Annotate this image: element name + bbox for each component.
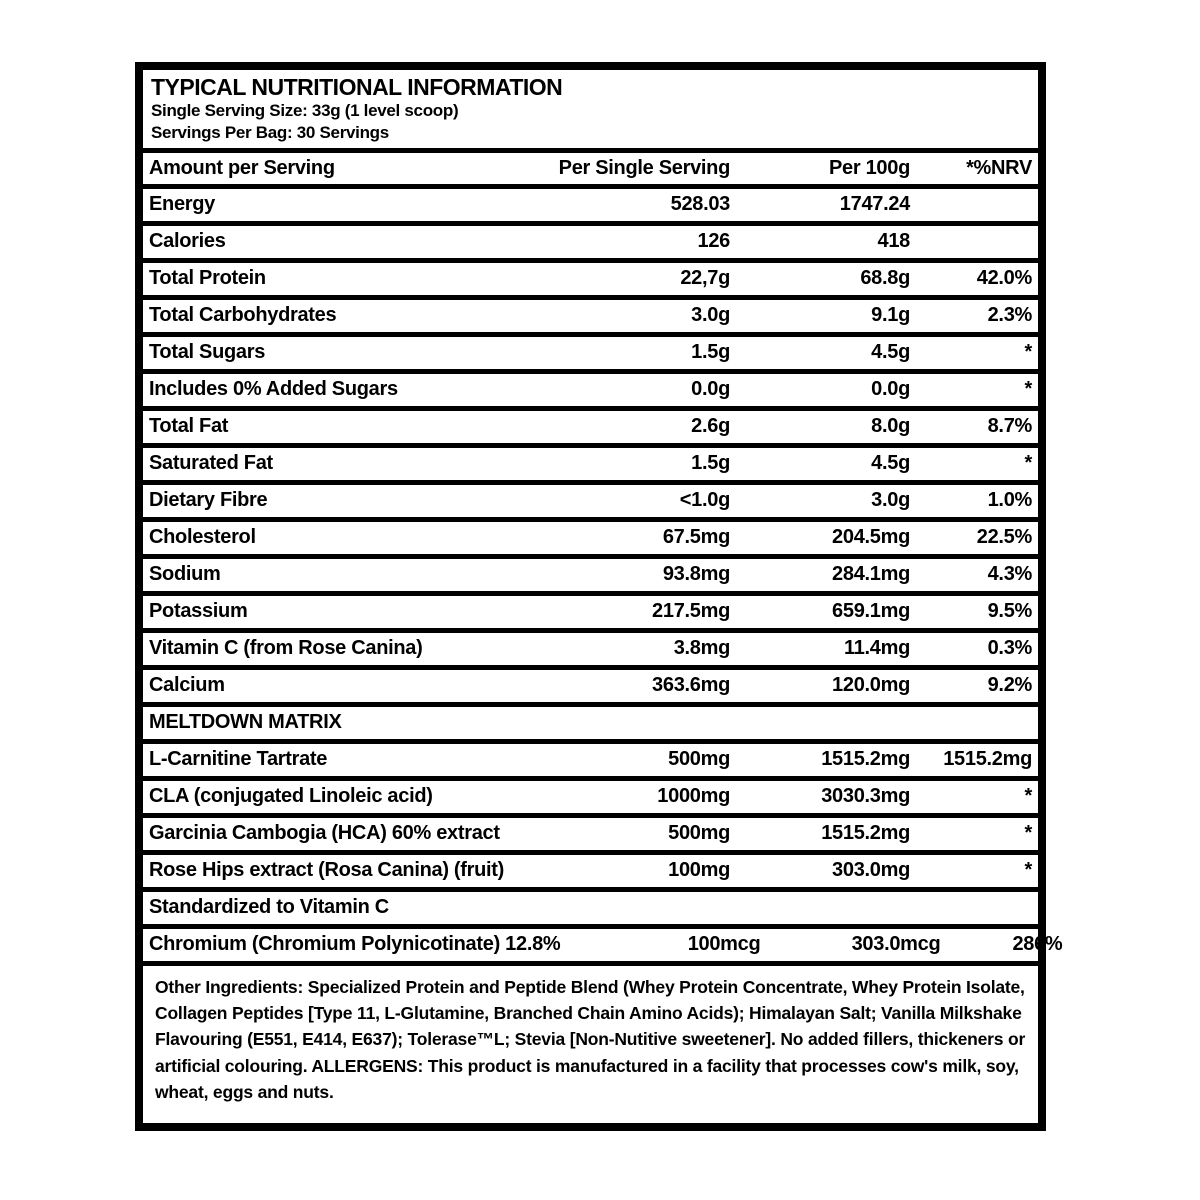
table-row [143,596,1038,628]
row-per-100g: 11.4mg [843,637,910,660]
table-row [143,374,1038,406]
row-per-serving: 500mg [668,822,730,845]
table-row [143,707,1038,739]
row-per-serving: 2.6g [691,415,730,438]
row-label: Vitamin C (from Rose Canina) [149,637,423,660]
other-ingredients-text: Other Ingredients: Specialized Protein and Peptide Blend (Whey Protein Concentrate, Whey Protein Isolate, Collagen Peptides [Type 11, L-Glutamine, Branched Chain Amino Acids); Himalayan Salt; Vanilla Milkshake Flavouring (E551, E414, E637); Tolerase™L; Stevia [Non-Nutitive sweetener]. No added fillers, thickeners or artificial colouring. ALLERGENS: This product is manufactured in a facility that processes cow's milk, soy, wheat, eggs and nuts. [155,976,1026,1102]
row-nrv: 9.5% [987,600,1032,623]
row-per-serving: 22,7g [680,267,730,290]
row-per-100g: 8.0g [871,415,910,438]
table-row [143,226,1038,258]
servings-per-bag-text: Servings Per Bag: 30 Servings [151,122,389,142]
column-header-nrv: *%NRV [966,156,1032,179]
row-nrv: 22.5% [976,526,1032,549]
table-row [143,855,1038,887]
table-row [143,189,1038,221]
row-per-serving: 3.0g [691,304,730,327]
row-label: Garcinia Cambogia (HCA) 60% extract [149,822,500,845]
row-label: Total Fat [149,415,229,438]
table-row [143,559,1038,591]
table-row [143,448,1038,480]
row-per-serving: 126 [697,230,730,253]
row-per-100g: 204.5mg [832,526,910,549]
nutrition-label [135,62,1063,1131]
row-per-100g: 4.5g [871,341,910,364]
row-nrv: * [1024,859,1032,882]
row-nrv: * [1024,341,1032,364]
row-per-100g: 418 [877,230,910,253]
row-per-serving: 3.8mg [673,637,730,660]
table-row [143,744,1038,776]
row-per-serving: 1.5g [691,452,730,475]
row-per-100g: 3.0g [871,489,910,512]
table-row [143,670,1038,702]
row-per-serving: 1000mg [657,785,730,808]
row-label: Chromium (Chromium Polynicotinate) 12.8% [149,933,561,956]
row-per-100g: 1515.2mg [821,748,910,771]
row-per-serving: 67.5mg [662,526,730,549]
table-row [143,263,1038,295]
row-nrv: 4.3% [987,563,1032,586]
table-row [143,300,1038,332]
row-label: Includes 0% Added Sugars [149,378,398,401]
row-per-serving: 528.03 [670,193,730,216]
row-label: Total Carbohydrates [149,304,337,327]
row-nrv: * [1024,785,1032,808]
row-label: Rose Hips extract (Rosa Canina) (fruit) [149,859,505,882]
row-per-serving: <1.0g [679,489,730,512]
row-nrv: 1515.2mg [943,748,1032,771]
row-per-100g: 120.0mg [832,674,910,697]
row-per-100g: 4.5g [871,452,910,475]
table-row [143,929,1063,961]
row-nrv: 42.0% [976,267,1032,290]
row-per-serving: 500mg [668,748,730,771]
row-per-100g: 1515.2mg [821,822,910,845]
row-per-100g: 68.8g [860,267,910,290]
table-row [143,781,1038,813]
row-per-100g: 284.1mg [832,563,910,586]
row-per-100g: 3030.3mg [821,785,910,808]
table-row [143,411,1038,443]
row-per-100g: 1747.24 [839,193,910,216]
row-nrv: * [1024,452,1032,475]
row-per-serving: 93.8mg [662,563,730,586]
table-row [143,892,1038,924]
column-header-per-100g: Per 100g [829,156,910,179]
column-header-amount: Amount per Serving [149,156,335,179]
row-nrv: 0.3% [987,637,1032,660]
row-label: Sodium [149,563,221,586]
table-row [143,633,1038,665]
row-label: Saturated Fat [149,452,273,475]
serving-size-text: Single Serving Size: 33g (1 level scoop) [151,101,459,121]
row-per-serving: 1.5g [691,341,730,364]
row-nrv: 8.7% [987,415,1032,438]
row-nrv: * [1024,378,1032,401]
row-per-serving: 100mg [668,859,730,882]
row-label: Total Protein [149,267,266,290]
row-per-100g: 303.0mg [832,859,910,882]
label-title: TYPICAL NUTRITIONAL INFORMATION [151,74,563,100]
table-row [143,818,1038,850]
table-header-row [143,153,1038,184]
table-row [143,485,1038,517]
row-nrv: 9.2% [987,674,1032,697]
row-label: MELTDOWN MATRIX [149,711,342,734]
row-label: Calories [149,230,226,253]
row-label: CLA (conjugated Linoleic acid) [149,785,433,808]
row-per-serving: 0.0g [691,378,730,401]
row-label: Cholesterol [149,526,256,549]
table-row [143,337,1038,369]
row-label: Standardized to Vitamin C [149,896,389,919]
row-per-100g: 0.0g [871,378,910,401]
row-nrv: * [1024,822,1032,845]
row-per-100g: 9.1g [871,304,910,327]
row-per-serving: 217.5mg [652,600,730,623]
row-label: Dietary Fibre [149,489,268,512]
row-label: Energy [149,193,216,216]
column-header-per-serving: Per Single Serving [558,156,730,179]
table-row [143,522,1038,554]
row-per-100g: 659.1mg [832,600,910,623]
row-label: Calcium [149,674,225,697]
row-nrv: 286% [1012,933,1063,956]
label-header [143,70,1038,148]
row-per-serving: 363.6mg [652,674,730,697]
row-per-100g: 303.0mcg [851,933,941,956]
row-label: L-Carnitine Tartrate [149,748,328,771]
row-per-serving: 100mcg [687,933,761,956]
row-label: Potassium [149,600,248,623]
other-ingredients-box [143,966,1038,1123]
row-nrv: 1.0% [987,489,1032,512]
row-nrv: 2.3% [987,304,1032,327]
row-label: Total Sugars [149,341,266,364]
